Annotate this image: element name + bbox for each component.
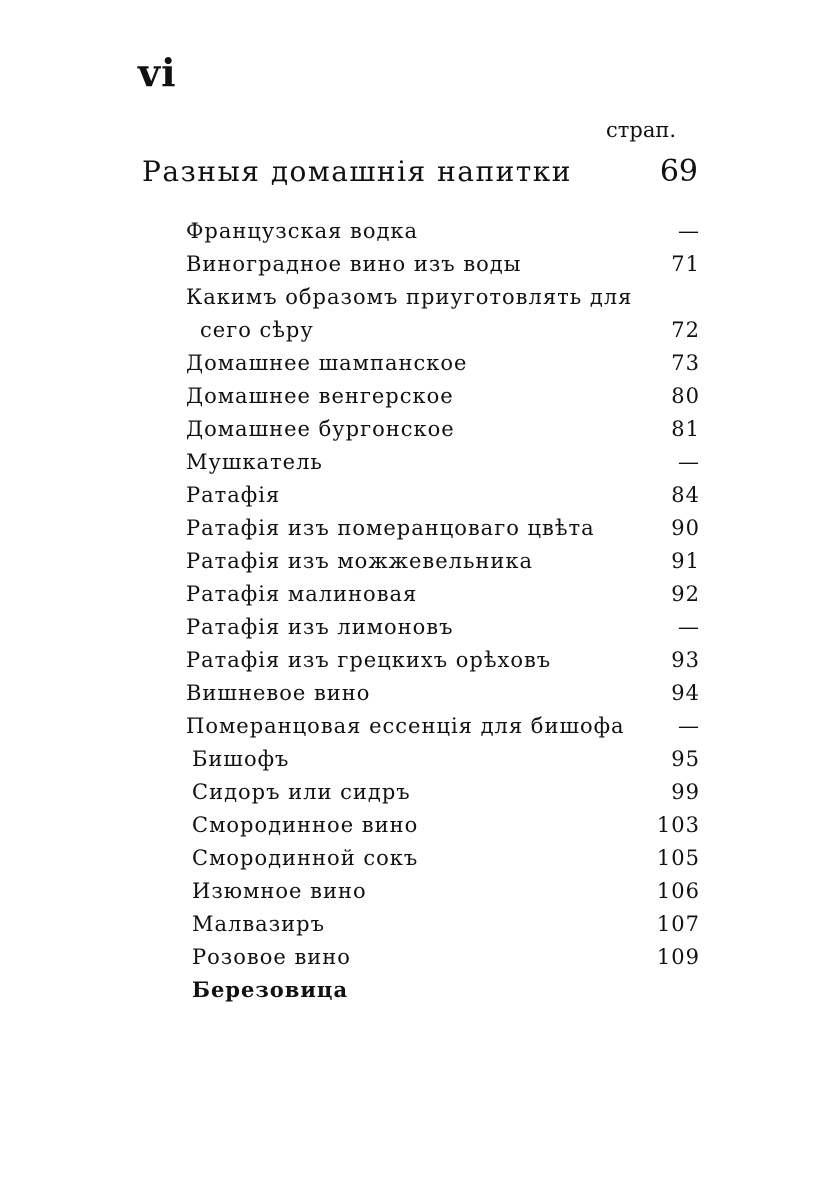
entry-page: 73 [671, 350, 700, 375]
list-item [186, 214, 700, 247]
entry-title: Изюмное вино [192, 878, 367, 903]
entry-title: Вишневое вино [186, 680, 371, 705]
entry-title: Какимъ образомъ приуготовлять для [186, 284, 633, 309]
page-column-header: страп. [606, 118, 677, 142]
list-item [186, 874, 700, 907]
page-number: vi [138, 50, 177, 95]
list-item [186, 280, 700, 313]
entry-page: 80 [671, 383, 700, 408]
list-item [186, 346, 700, 379]
list-item [186, 841, 700, 874]
entry-page: 109 [656, 944, 700, 969]
entry-page: 84 [671, 482, 700, 507]
entry-page: 93 [671, 647, 700, 672]
entry-title: Ратафія [186, 482, 281, 507]
entry-title: Малвазиръ [192, 911, 325, 936]
entry-page: 95 [671, 746, 700, 771]
list-item [186, 676, 700, 709]
entry-page: 90 [671, 515, 700, 540]
entry-title: Березовица [192, 977, 349, 1002]
section-page-number: 69 [659, 154, 698, 189]
list-item [186, 907, 700, 940]
entry-page: — [678, 713, 700, 738]
entry-page: — [678, 614, 700, 639]
entry-page: 71 [671, 251, 700, 276]
entry-title: Померанцовая ессенція для бишофа [186, 713, 625, 738]
list-item [186, 643, 700, 676]
list-item [186, 412, 700, 445]
list-item [186, 478, 700, 511]
section-title: Разныя домашнія напитки [142, 155, 572, 188]
entry-title: Ратафія малиновая [186, 581, 418, 606]
entry-title: Домашнее бургонское [186, 416, 455, 441]
entry-page: 72 [671, 317, 700, 342]
entry-page: 99 [671, 779, 700, 804]
entry-page: — [678, 449, 700, 474]
entry-title: Сидоръ или сидръ [192, 779, 411, 804]
entry-page: 107 [656, 911, 700, 936]
entry-title: Виноградное вино изъ воды [186, 251, 522, 276]
entry-title: сего сѣру [200, 317, 314, 342]
section-heading [142, 154, 698, 189]
list-item [186, 445, 700, 478]
entry-title: Ратафія изъ лимоновъ [186, 614, 454, 639]
entry-page: 103 [656, 812, 700, 837]
entry-title: Смородинной сокъ [192, 845, 419, 870]
entry-title: Бишофъ [192, 746, 290, 771]
entry-title: Домашнее венгерское [186, 383, 454, 408]
list-item [186, 709, 700, 742]
entry-page: 92 [671, 581, 700, 606]
list-item [186, 775, 700, 808]
list-item [186, 379, 700, 412]
entry-page: 94 [671, 680, 700, 705]
entry-page: 81 [671, 416, 700, 441]
list-item [186, 940, 700, 973]
entry-page: 105 [656, 845, 700, 870]
table-of-contents [186, 214, 700, 1006]
list-item [186, 544, 700, 577]
list-item [186, 973, 700, 1006]
list-item [186, 313, 700, 346]
entry-title: Французская водка [186, 218, 419, 243]
entry-page: 91 [671, 548, 700, 573]
entry-title: Ратафія изъ грецкихъ орѣховъ [186, 647, 552, 672]
list-item [186, 742, 700, 775]
entry-title: Ратафія изъ можжевельника [186, 548, 534, 573]
entry-title: Розовое вино [192, 944, 351, 969]
entry-title: Смородинное вино [192, 812, 419, 837]
list-item [186, 577, 700, 610]
entry-title: Ратафія изъ померанцоваго цвѣта [186, 515, 595, 540]
entry-title: Мушкатель [186, 449, 323, 474]
list-item [186, 247, 700, 280]
list-item [186, 808, 700, 841]
list-item [186, 610, 700, 643]
entry-title: Домашнее шампанское [186, 350, 468, 375]
entry-page: — [678, 218, 700, 243]
list-item [186, 511, 700, 544]
entry-page: 106 [656, 878, 700, 903]
